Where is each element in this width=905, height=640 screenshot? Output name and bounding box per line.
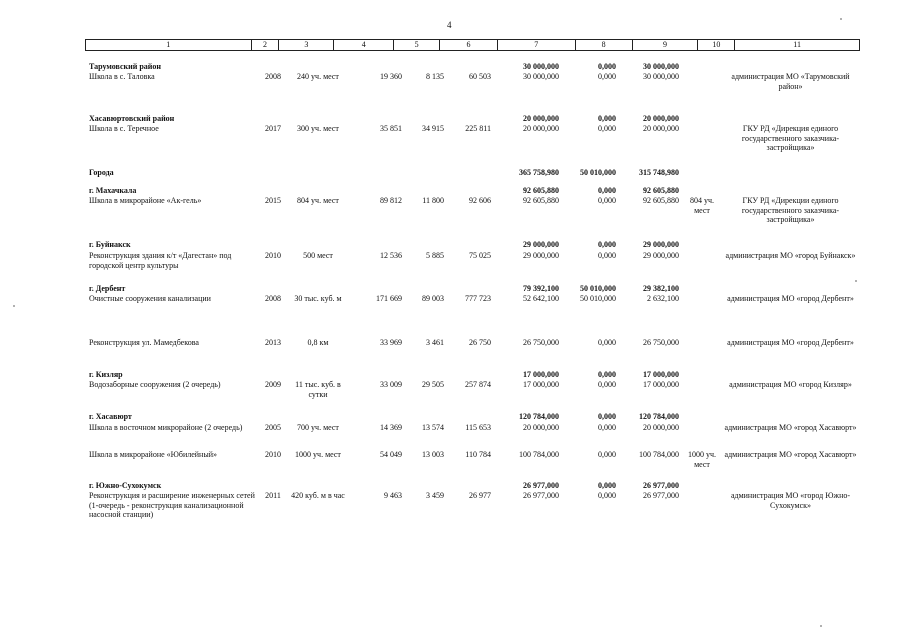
- cell-year: 2005: [265, 423, 281, 432]
- cell-year: 2015: [265, 196, 281, 205]
- cell-c6: 115 653: [465, 423, 491, 432]
- header-col-6: 6: [440, 40, 498, 50]
- cell-c9: 26 977,000: [643, 491, 679, 500]
- cell-c7: 26 750,000: [523, 338, 559, 347]
- cell-c9: 26 977,000: [643, 481, 679, 490]
- cell-c9: 29 382,100: [643, 284, 679, 293]
- cell-name: г. Кизляр: [89, 370, 123, 379]
- header-col-10: 10: [698, 40, 735, 50]
- cell-year: 2010: [265, 450, 281, 459]
- header-col-5: 5: [394, 40, 440, 50]
- cell-cap: 30 тыс. куб. м: [294, 294, 342, 303]
- cell-c8: 0,000: [598, 251, 616, 260]
- cell-year: 2008: [265, 72, 281, 81]
- cell-name: Реконструкция здания к/т «Дагестан» под городской центр культуры: [89, 251, 232, 270]
- cell-c7: 20 000,000: [523, 124, 559, 133]
- cell-c9: 20 000,000: [643, 124, 679, 133]
- cell-c9: 92 605,880: [643, 196, 679, 205]
- cell-c8: 0,000: [598, 450, 616, 459]
- cell-cap: 1000 уч. мест: [295, 450, 341, 459]
- cell-c7: 26 977,000: [523, 481, 559, 490]
- cell-c5: 8 135: [426, 72, 444, 81]
- cell-c9: 17 000,000: [643, 370, 679, 379]
- cell-c7: 92 605,880: [523, 186, 559, 195]
- cell-c8: 0,000: [598, 240, 616, 249]
- cell-c7: 29 000,000: [523, 251, 559, 260]
- cell-c9: 20 000,000: [643, 423, 679, 432]
- cell-c9: 315 748,980: [639, 168, 679, 177]
- cell-c7: 365 758,980: [519, 168, 559, 177]
- cell-c8: 0,000: [598, 423, 616, 432]
- cell-c6: 257 874: [465, 380, 491, 389]
- cell-c5: 3 459: [426, 491, 444, 500]
- cell-c7: 52 642,100: [523, 294, 559, 303]
- header-col-1: 1: [86, 40, 252, 50]
- cell-name: г. Буйнакск: [89, 240, 131, 249]
- cell-c11: администрация МО «город Дербент»: [727, 294, 854, 303]
- cell-c8: 50 010,000: [580, 284, 616, 293]
- cell-c8: 0,000: [598, 196, 616, 205]
- cell-c6: 26 750: [469, 338, 491, 347]
- cell-c9: 92 605,880: [643, 186, 679, 195]
- cell-c4: 171 669: [376, 294, 402, 303]
- cell-c4: 33 969: [380, 338, 402, 347]
- header-col-2: 2: [252, 40, 280, 50]
- cell-year: 2010: [265, 251, 281, 260]
- cell-year: 2017: [265, 124, 281, 133]
- scan-speck: [840, 18, 842, 20]
- cell-c9: 29 000,000: [643, 251, 679, 260]
- cell-c11: ГКУ РД «Дирекция единого государственного заказчика-застройщика»: [741, 124, 840, 152]
- cell-c8: 0,000: [598, 481, 616, 490]
- cell-c5: 13 574: [422, 423, 444, 432]
- header-col-11: 11: [793, 40, 801, 49]
- cell-c6: 225 811: [465, 124, 491, 133]
- cell-c7: 79 392,100: [523, 284, 559, 293]
- cell-c11: администрация МО «город Дербент»: [727, 338, 854, 347]
- cell-cap: 700 уч. мест: [297, 423, 339, 432]
- cell-c8: 0,000: [598, 380, 616, 389]
- cell-c8: 0,000: [598, 62, 616, 71]
- cell-cap: 300 уч. мест: [297, 124, 339, 133]
- cell-c6: 75 025: [469, 251, 491, 260]
- cell-c4: 12 536: [380, 251, 402, 260]
- cell-name: Реконструкция ул. Мамедбекова: [89, 338, 199, 347]
- scan-speck: [13, 305, 15, 307]
- header-col-3: 3: [279, 40, 334, 50]
- cell-c7: 17 000,000: [523, 380, 559, 389]
- header-col-4: 4: [334, 40, 394, 50]
- cell-cap: 240 уч. мест: [297, 72, 339, 81]
- cell-c5: 34 915: [422, 124, 444, 133]
- cell-c9: 100 784,000: [639, 450, 679, 459]
- cell-name: Школа в с. Теречное: [89, 124, 159, 133]
- cell-c4: 9 463: [384, 491, 402, 500]
- cell-name: Хасавюртовский район: [89, 114, 175, 123]
- cell-c9: 17 000,000: [643, 380, 679, 389]
- cell-c11: администрация МО «Тарумовский район»: [731, 72, 850, 91]
- scan-speck: [820, 625, 822, 627]
- cell-name: г. Махачкала: [89, 186, 137, 195]
- table-header: [85, 39, 860, 51]
- cell-c8: 0,000: [598, 338, 616, 347]
- cell-c9: 20 000,000: [643, 114, 679, 123]
- cell-c11: администрация МО «город Южно-Сухокумск»: [730, 491, 851, 510]
- cell-c4: 19 360: [380, 72, 402, 81]
- cell-c10: 804 уч. мест: [689, 196, 715, 215]
- cell-c9: 30 000,000: [643, 72, 679, 81]
- cell-c7: 26 977,000: [523, 491, 559, 500]
- cell-c5: 13 003: [422, 450, 444, 459]
- cell-c7: 20 000,000: [523, 423, 559, 432]
- cell-year: 2011: [265, 491, 281, 500]
- cell-c4: 54 049: [380, 450, 402, 459]
- cell-c7: 30 000,000: [523, 72, 559, 81]
- cell-c8: 0,000: [598, 491, 616, 500]
- cell-name: Очистные сооружения канализации: [89, 294, 211, 303]
- cell-c5: 29 505: [422, 380, 444, 389]
- cell-c6: 60 503: [469, 72, 491, 81]
- cell-c10: 1000 уч. мест: [687, 450, 717, 469]
- cell-c7: 92 605,880: [523, 196, 559, 205]
- cell-c5: 5 885: [426, 251, 444, 260]
- cell-c11: ГКУ РД «Дирекции единого государственного заказчика-застройщика»: [741, 196, 840, 224]
- cell-c11: администрация МО «город Буйнакск»: [725, 251, 856, 260]
- cell-year: 2009: [265, 380, 281, 389]
- cell-name: Школа в с. Таловка: [89, 72, 155, 81]
- cell-name: Тарумовский район: [89, 62, 161, 71]
- cell-c11: администрация МО «город Хасавюрт»: [724, 450, 857, 459]
- cell-name: Школа в микрорайоне «Ак-гель»: [89, 196, 202, 205]
- cell-name: г. Дербент: [89, 284, 126, 293]
- scan-speck: [855, 280, 857, 282]
- cell-year: 2008: [265, 294, 281, 303]
- cell-c5: 3 461: [426, 338, 444, 347]
- cell-c7: 20 000,000: [523, 114, 559, 123]
- cell-c4: 33 009: [380, 380, 402, 389]
- cell-name: Водозаборные сооружения (2 очередь): [89, 380, 221, 389]
- header-col-8: 8: [576, 40, 633, 50]
- cell-c8: 0,000: [598, 370, 616, 379]
- cell-c6: 26 977: [469, 491, 491, 500]
- cell-c9: 30 000,000: [643, 62, 679, 71]
- cell-c7: 120 784,000: [519, 412, 559, 421]
- page-number: 4: [447, 20, 452, 30]
- cell-c8: 0,000: [598, 186, 616, 195]
- header-col-9: 9: [633, 40, 699, 50]
- cell-name: Школа в восточном микрорайоне (2 очередь): [89, 423, 243, 432]
- cell-c6: 777 723: [465, 294, 491, 303]
- cell-c8: 0,000: [598, 124, 616, 133]
- cell-c8: 0,000: [598, 114, 616, 123]
- cell-cap: 804 уч. мест: [297, 196, 339, 205]
- cell-name: Реконструкция и расширение инженерных сетей (1-очередь - реконструкция канализационной насосной станции): [89, 491, 255, 519]
- cell-c8: 0,000: [598, 72, 616, 81]
- cell-c6: 110 784: [465, 450, 491, 459]
- cell-name: г. Южно-Сухокумск: [89, 481, 162, 490]
- cell-name: г. Хасавюрт: [89, 412, 132, 421]
- cell-c7: 29 000,000: [523, 240, 559, 249]
- cell-c4: 35 851: [380, 124, 402, 133]
- cell-c9: 29 000,000: [643, 240, 679, 249]
- cell-cap: 500 мест: [303, 251, 333, 260]
- cell-c5: 11 800: [422, 196, 444, 205]
- cell-year: 2013: [265, 338, 281, 347]
- cell-c4: 14 369: [380, 423, 402, 432]
- cell-c4: 89 812: [380, 196, 402, 205]
- cell-c9: 120 784,000: [639, 412, 679, 421]
- header-col-7: 7: [498, 40, 576, 50]
- cell-c8: 50 010,000: [580, 294, 616, 303]
- cell-cap: 0,8 км: [307, 338, 329, 347]
- cell-c11: администрация МО «город Кизляр»: [729, 380, 852, 389]
- cell-c8: 50 010,000: [580, 168, 616, 177]
- cell-c7: 17 000,000: [523, 370, 559, 379]
- cell-c7: 30 000,000: [523, 62, 559, 71]
- cell-c7: 100 784,000: [519, 450, 559, 459]
- cell-c6: 92 606: [469, 196, 491, 205]
- cell-name: Города: [89, 168, 114, 177]
- cell-c8: 0,000: [598, 412, 616, 421]
- cell-c11: администрация МО «город Хасавюрт»: [724, 423, 857, 432]
- cell-c9: 26 750,000: [643, 338, 679, 347]
- cell-c9: 2 632,100: [647, 294, 679, 303]
- cell-cap: 420 куб. м в час: [291, 491, 345, 500]
- cell-name: Школа в микрорайоне «Юбилейный»: [89, 450, 217, 459]
- cell-c5: 89 003: [422, 294, 444, 303]
- cell-cap: 11 тыс. куб. в сутки: [295, 380, 341, 399]
